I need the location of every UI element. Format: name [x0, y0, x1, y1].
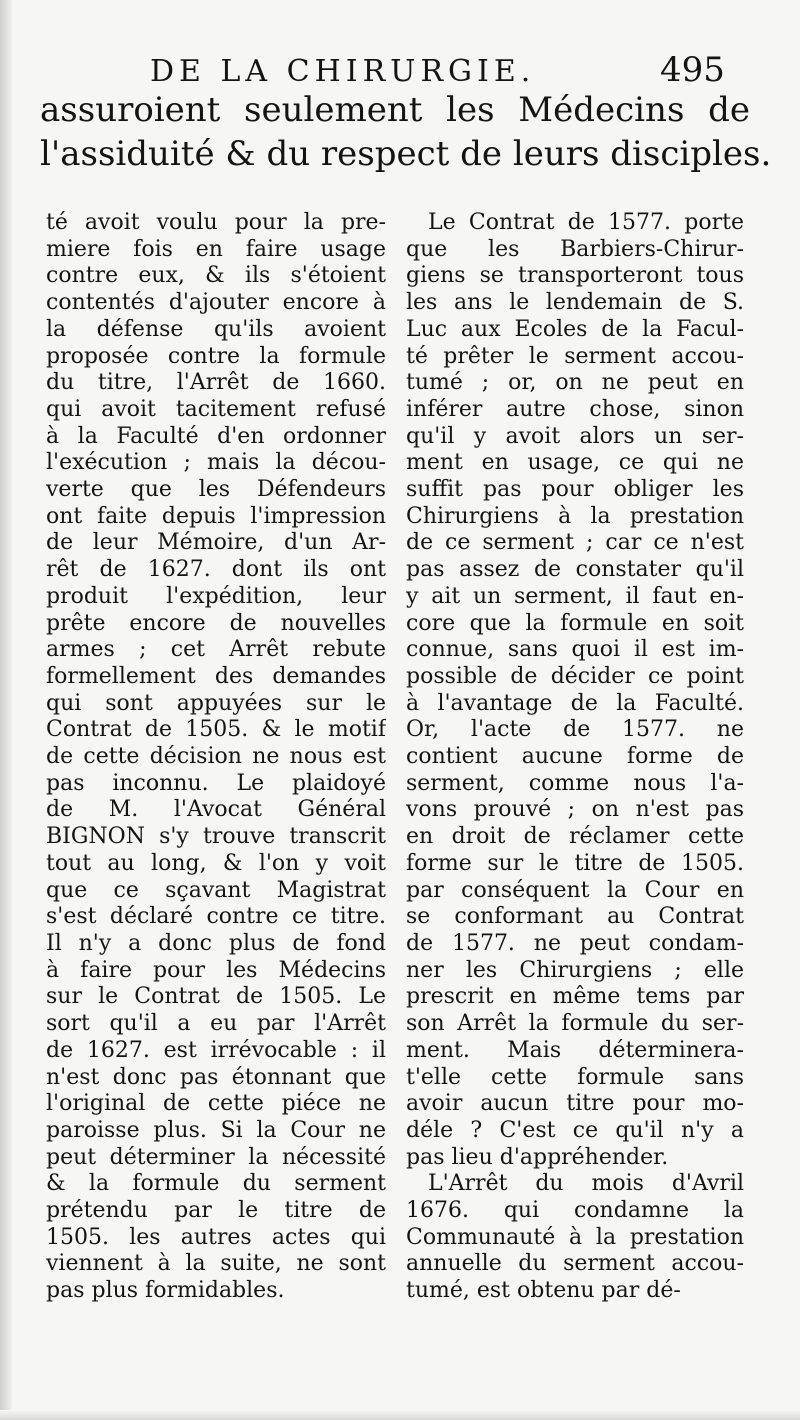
- text-line: paroisse plus. Si la Cour ne: [46, 1117, 386, 1143]
- text-line: contre eux, & ils s'étoient: [46, 263, 386, 289]
- right-column: [406, 210, 744, 1305]
- text-line: Communauté à la prestation: [406, 1224, 744, 1250]
- text-line: avoir aucun titre pour mo-: [406, 1091, 744, 1117]
- text-line: BIGNON s'y trouve transcrit: [46, 824, 386, 850]
- text-line: l'assiduité & du respect de leurs disciples.: [40, 134, 772, 174]
- text-line: proposée contre la formule: [46, 343, 386, 369]
- text-line: de 1627. est irrévocable : il: [46, 1037, 386, 1063]
- text-line: tumé ; or, on ne peut en: [406, 370, 744, 396]
- text-line: son Arrêt la formule du ser-: [406, 1011, 744, 1037]
- text-line: de 1577. ne peut condam-: [406, 930, 744, 956]
- text-line: s'est déclaré contre ce titre.: [46, 904, 386, 930]
- text-line: les ans le lendemain de S.: [406, 290, 744, 316]
- text-line: connue, sans quoi il est im-: [406, 637, 744, 663]
- text-line: miere fois en faire usage: [46, 236, 386, 262]
- text-line: que les Barbiers-Chirur-: [406, 236, 744, 262]
- text-line: inférer autre chose, sinon: [406, 396, 744, 422]
- text-line: pas plus formidables.: [46, 1278, 285, 1304]
- text-line: de M. l'Avocat Général: [46, 797, 386, 823]
- text-line: Chirurgiens à la prestation: [406, 503, 744, 529]
- text-line: pas lieu d'appréhender.: [406, 1144, 669, 1170]
- text-line: prête encore de nouvelles: [46, 610, 386, 636]
- text-line: prétendu par le titre de: [46, 1198, 386, 1224]
- text-line: produit l'expédition, leur: [46, 583, 386, 609]
- running-head: DE LA CHIRURGIE.: [150, 54, 536, 89]
- text-line: viennent à la suite, ne sont: [46, 1251, 386, 1277]
- text-line: peut déterminer la nécessité: [46, 1144, 386, 1170]
- text-line: t'elle cette formule sans: [406, 1064, 744, 1090]
- text-line: tumé, est obtenu par dé-: [406, 1278, 681, 1304]
- text-line: à la Faculté d'en ordonner: [46, 423, 386, 449]
- text-line: rêt de 1627. dont ils ont: [46, 557, 386, 583]
- text-line: verte que les Défendeurs: [46, 477, 386, 503]
- text-line: y ait un serment, il faut en-: [406, 583, 744, 609]
- text-line: qui avoit tacitement refusé: [46, 396, 386, 422]
- text-line: vons prouvé ; on n'est pas: [406, 797, 744, 823]
- text-line: L'Arrêt du mois d'Avril: [428, 1171, 744, 1197]
- text-line: de leur Mémoire, d'un Ar-: [46, 530, 386, 556]
- text-line: contentés d'ajouter encore à: [46, 290, 386, 316]
- text-line: ment. Mais déterminera-: [406, 1037, 744, 1063]
- text-line: qui sont appuyées sur le: [46, 690, 386, 716]
- text-line: sort qu'il a eu par l'Arrêt: [46, 1011, 386, 1037]
- page-edge-shadow: [0, 0, 12, 1420]
- text-line: ment en usage, ce qui ne: [406, 450, 744, 476]
- text-line: & la formule du serment: [46, 1171, 386, 1197]
- text-line: formellement des demandes: [46, 663, 386, 689]
- page-number: 495: [660, 50, 725, 90]
- text-line: tout au long, & l'on y voit: [46, 850, 386, 876]
- text-line: à faire pour les Médecins: [46, 957, 386, 983]
- text-line: la défense qu'ils avoient: [46, 316, 386, 342]
- text-line: n'est donc pas étonnant que: [46, 1064, 386, 1090]
- text-line: de cette décision ne nous est: [46, 744, 386, 770]
- carry-over-paragraph: [40, 88, 772, 176]
- text-line: contient aucune forme de: [406, 744, 744, 770]
- text-line: du titre, l'Arrêt de 1660.: [46, 370, 386, 396]
- text-line: core que la formule en soit: [406, 610, 744, 636]
- text-line: 1505. les autres actes qui: [46, 1224, 386, 1250]
- page-bottom-shadow: [0, 1410, 800, 1420]
- text-line: en droit de réclamer cette: [406, 824, 744, 850]
- text-line: par conséquent la Cour en: [406, 877, 744, 903]
- text-line: assuroient seulement les Médecins de: [40, 90, 750, 130]
- text-line: 1676. qui condamne la: [406, 1198, 744, 1224]
- text-line: ont faite depuis l'impression: [46, 503, 386, 529]
- text-line: forme sur le titre de 1505.: [406, 850, 744, 876]
- text-line: possible de décider ce point: [406, 663, 744, 689]
- text-line: té avoit voulu pour la pre-: [46, 210, 386, 235]
- text-line: Luc aux Ecoles de la Facul-: [406, 316, 744, 342]
- text-line: que ce sçavant Magistrat: [46, 877, 386, 903]
- text-line: giens se transporteront tous: [406, 263, 744, 289]
- text-line: se conformant au Contrat: [406, 904, 744, 930]
- text-line: à l'avantage de la Faculté.: [406, 690, 744, 716]
- text-line: Le Contrat de 1577. porte: [428, 210, 744, 235]
- text-line: de ce serment ; car ce n'est: [406, 530, 744, 556]
- text-line: armes ; cet Arrêt rebute: [46, 637, 386, 663]
- text-line: qu'il y avoit alors un ser-: [406, 423, 744, 449]
- text-line: Il n'y a donc plus de fond: [46, 930, 386, 956]
- text-line: serment, comme nous l'a-: [406, 770, 744, 796]
- text-line: pas inconnu. Le plaidoyé: [46, 770, 386, 796]
- text-line: l'original de cette piéce ne: [46, 1091, 386, 1117]
- text-line: té prêter le serment accou-: [406, 343, 744, 369]
- text-line: prescrit en même tems par: [406, 984, 744, 1010]
- text-line: ner les Chirurgiens ; elle: [406, 957, 744, 983]
- text-line: annuelle du serment accou-: [406, 1251, 744, 1277]
- left-column: [46, 210, 386, 1305]
- text-line: sur le Contrat de 1505. Le: [46, 984, 386, 1010]
- text-line: Or, l'acte de 1577. ne: [406, 717, 744, 743]
- text-line: Contrat de 1505. & le motif: [46, 717, 386, 743]
- text-line: l'exécution ; mais la décou-: [46, 450, 386, 476]
- text-line: pas assez de constater qu'il: [406, 557, 744, 583]
- text-line: déle ? C'est ce qu'il n'y a: [406, 1117, 744, 1143]
- text-line: suffit pas pour obliger les: [406, 477, 744, 503]
